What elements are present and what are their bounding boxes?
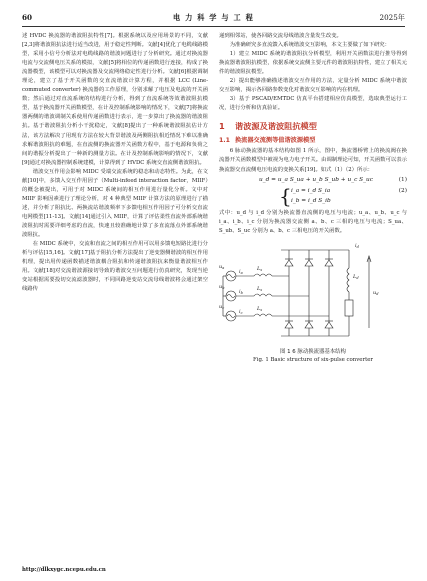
dc-inductor-icon [347, 268, 349, 292]
dc-load-icon [345, 300, 353, 316]
right-column [219, 32, 407, 364]
svg-text:Ld: $L_d$ [353, 273, 359, 280]
svg-text:ud: $u_d$ [373, 289, 379, 296]
svg-text:Ls: $L_s$ [257, 285, 263, 292]
figure-caption-english: Fig. 1 Basic structure of six-pulse converter [252, 356, 373, 363]
figure-caption-chinese: 图 1 6 脉动换流器基本结构 [280, 348, 346, 355]
journal-title: 电 力 科 学 与 工 程 [173, 13, 254, 22]
svg-text:ia: $i_a$ [239, 268, 243, 275]
svg-text:Ls: $L_s$ [257, 265, 263, 272]
thyristor-icon [305, 322, 313, 328]
svg-text:ub: $u_b$ [219, 283, 225, 290]
subsection-title: 换流器交流测等值谐波源模型 [235, 137, 316, 145]
page-number: 60 [22, 13, 33, 22]
equation-1-number: (1) [398, 176, 407, 183]
thyristor-icon [285, 260, 293, 266]
thyristor-icon [325, 260, 333, 266]
thyristor-icon [325, 322, 333, 328]
journal-year: 2025年 [379, 13, 405, 22]
subsection-number: 1.1 [219, 137, 230, 145]
paragraph: 1）建立 MIDC 系统的谐波阻抗分析模型，利用开关函数法进行推导得到换流器谐波阻抗模型，依据系统交流侧主要元件的谐波阻抗特性，建立了相关元件的谐波阻抗模型。 [219, 51, 407, 76]
paragraph: 谐波交互作用会影响 MIDC 受端交流系统的稳态和动态特性。为此，在文献[10]中，多馈入交互作用因子（Multi-infeed interaction factor，MIIF）的概念被提出，可用于对 MIDC 系统间的相互作用进行量化分析。文中对 MIIF 影响因素进行了理论分析，对 4 种典型 MIIF 计算方法的原理进行了描述，并分析了阻抗比、两换流站谐波频率下多馈电相互作用因子可分析交直流电网模型[11-13]。文献[14]通过引入 MIIF，计算了评估柔性直流外部系统谐波阻抗时需要详细考虑的直流，快速且较准确地计算了多直流落点外部系统谐波阻抗。 [22, 168, 208, 239]
paragraph: 2）提出能够准确描述谐波交互作用的方法，定量分析 MIDC 系统中谐波交互影响，揭示各回路参数变化对谐波交互影响的内在机理。 [219, 78, 407, 94]
thyristor-icon [305, 260, 313, 266]
subsection-heading [219, 136, 407, 146]
paragraph: 为准确研究多直流馈入系统谐波交互影响，本文主要做了如下研究： [229, 42, 390, 49]
paragraph: 在 MIDC 系统中，交流和直流之间的相互作用可以用多馈电短路比进行分析与评估[15,16]。文献[17]基于阻抗分析方法提出了逆变器侧谐波的相互作用机理，提出用传递函数描述谐波耦合阻抗和传递谐波阻抗来衡量谐波相互作用。文献[18]对交流谐波源接切导致的谐波交互问题进行仿真研究，发现当逆变站根据需要投切交流滤波器时，不同回路逆变站交流母线谐波将会通过架空线路传 [22, 241, 208, 293]
paragraph: 6 脉动换流器的基本结构如图 1 所示，图中，换流器桥臂上的换流阀在换流器开关函数模型中被视为电力电子开关。由调制理论可知，开关函数可以表示换流器交直流侧电压电流的变换关系[19]。如式（1）（2）所示： [219, 148, 407, 173]
paragraph: 递到相邻站，使各回路交流母线谐波含量发生改变。 [219, 33, 342, 39]
six-pulse-converter-diagram [219, 238, 407, 348]
inductor-b-icon [254, 294, 272, 296]
left-column [22, 32, 208, 294]
page-header [22, 12, 405, 27]
footer-url-link[interactable]: http://dlkxygc.ncepu.edu.cn [22, 567, 106, 573]
inductor-a-icon [254, 274, 272, 276]
equation-1-expression: u_d = u_a S_ua + u_b S_ub + u_c S_uc [259, 176, 374, 183]
equation-2-number: (2) [398, 187, 407, 194]
equation-2-line-2: i_b = i_d S_ib [291, 197, 331, 204]
svg-text:ua: $u_a$ [219, 263, 225, 270]
paragraph: 3）基于 PSCAD/EMTDC 仿真平台搭建相应仿真模型，选取典型运行工况，进行分析和仿真验证。 [219, 96, 407, 112]
equation-explanation: 式中：u_d 与 i_d 分别为换流器直流侧的电压与电流；u_a、u_b、u_c 与 i_a、i_b、i_c 分别为换流器交流侧 a、b、c 三相的电压与电流；S_ua、S_ub、S_uc 分别为 a、b、c 三相电压的开关函数。 [219, 209, 407, 234]
svg-text:id: $i_d$ [355, 242, 359, 249]
inductor-c-icon [254, 314, 272, 316]
equation-2 [219, 183, 407, 209]
svg-text:Ls: $L_s$ [257, 305, 263, 312]
equation-2-line-1: i_a = i_d S_ia [291, 187, 331, 194]
section-heading [219, 121, 407, 132]
svg-text:ic: $i_c$ [239, 308, 243, 315]
section-title: 谐波源及谐波阻抗模型 [235, 121, 317, 132]
figure-1-circuit [219, 238, 407, 348]
svg-text:ib: $i_b$ [239, 288, 243, 295]
section-number: 1 [219, 121, 225, 132]
thyristor-icon [285, 322, 293, 328]
paragraph: 述 HVDC 换流器的谐波阻抗特性[7]。根据系统以及应用场景的不同，文献[2,3]将谐波阻抗法进行适当改进，用于稳定性判断。文献[4]优化了电缆线路模型，采用小信号分析法对电缆线路的谐波问题进行了分析研究。通过对换流器电流与交流侧电压关系的模拟，文献[5]将相位的传递函数进行连接，构成了换流器模型，该模型可以对换流器及交流网络稳定性进行分析。文献[6]根据调制理论，建立了基于开关函数的交直流谐波计算方程，并根据 LCC (Line-commuted converter) 换流器的工作原理，分别求解了电压及电流的开关函数；然后通过对直流系统的结构进行分析，得到了直流系统等效谐波阻抗模型，基于换流器开关函数模型，在计及控制系统影响的情况下，文献[7]将换流器两侧的谐波调制关系使用传递函数进行表示，进一步算出了换流器的谐波阻抗。基于谐波阻抗分析小干扰稳定，文献[8]提出了一种系统谐波阻抗估计方法，该方法解决了用现有方法在较大背景谐波及两侧阻抗相近情况下难以准确求解谐波阻抗的难题，在直流侧的换流器开关函数方程中，基于电源和负荷之间的谐振分析提出了一种新的测量方法。在计及控制系统影响的情况下，文献[9]通过对换流器控制系统建模，计算得到了 HVDC 系统交直流侧谐波阻抗。 [22, 33, 208, 166]
svg-text:uc: $u_c$ [219, 303, 225, 310]
equation-brace: { [279, 183, 292, 208]
equation-1 [219, 175, 407, 186]
